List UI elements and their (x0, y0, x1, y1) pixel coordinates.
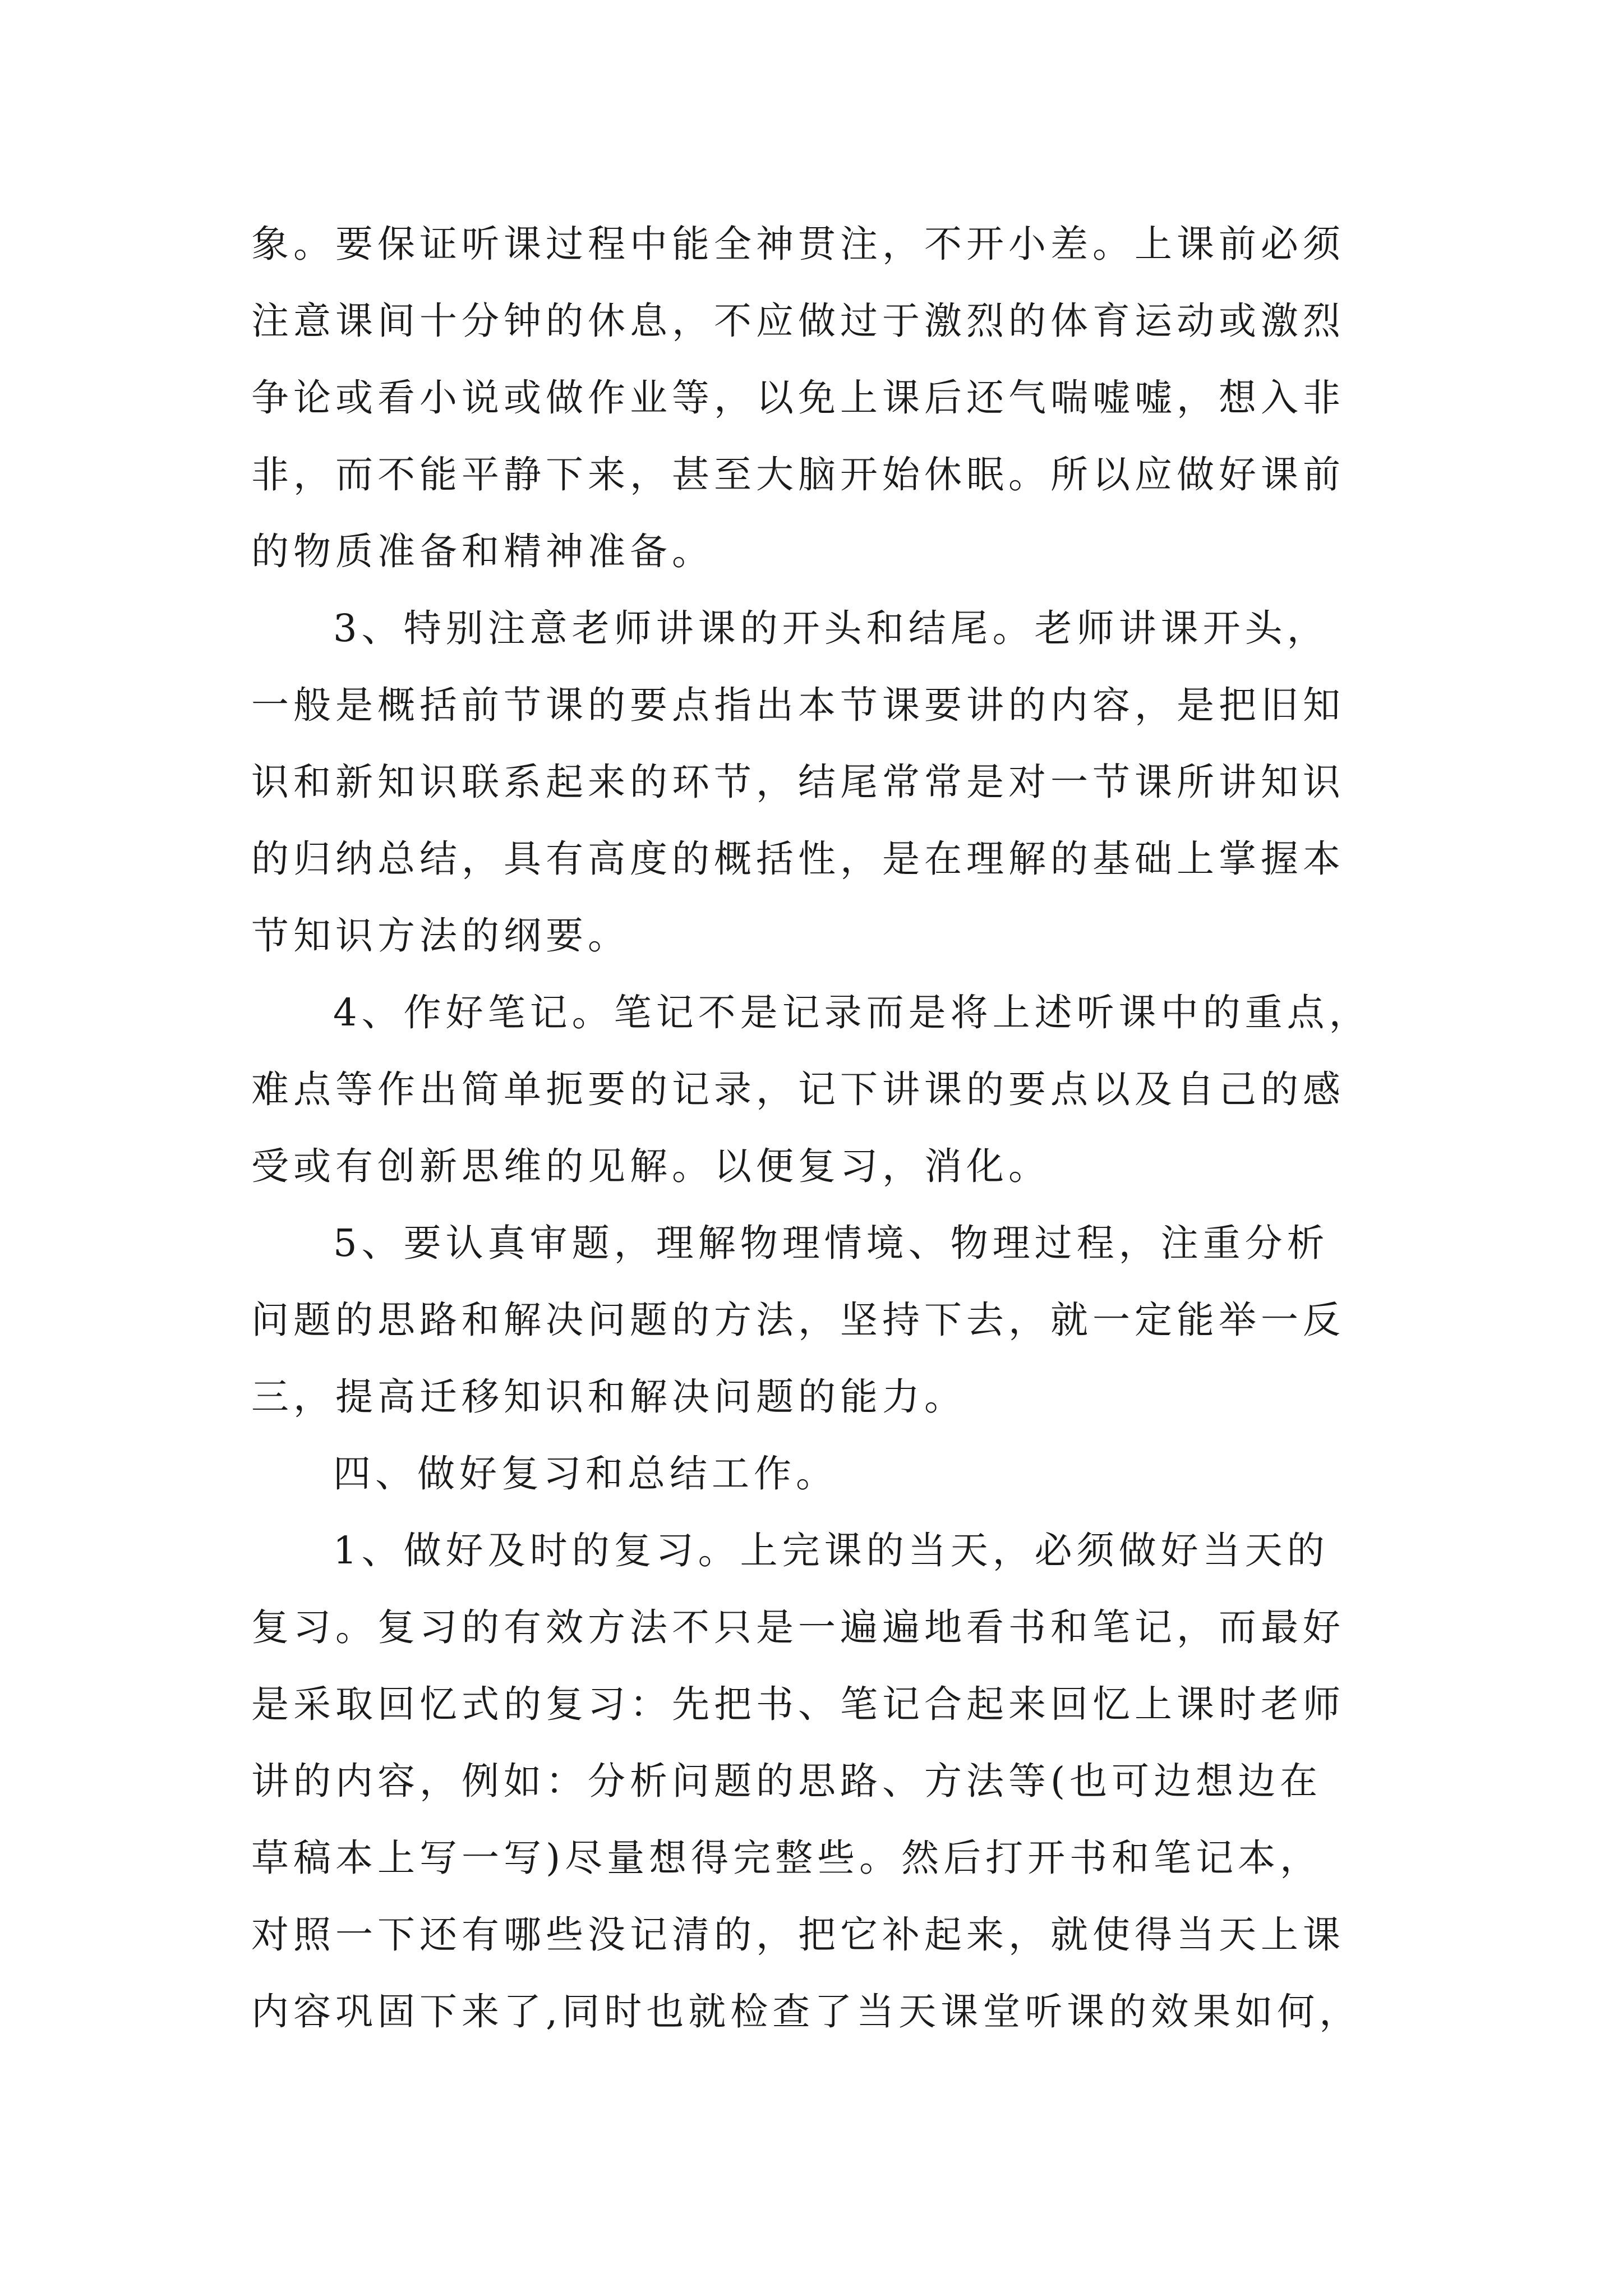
text-line: 讲的内容，例如：分析问题的思路、方法等(也可边想边在 (251, 1759, 1322, 1803)
text-line: 争论或看小说或做作业等，以免上课后还气喘嘘嘘，想入非 (251, 376, 1345, 420)
text-line: 受或有创新思维的见解。以便复习，消化。 (251, 1144, 1050, 1188)
paragraph-first-line: 3、特别注意老师讲课的开头和结尾。老师讲课开头， (333, 606, 1329, 650)
text-line: 非，而不能平静下来，甚至大脑开始休眠。所以应做好课前 (251, 453, 1345, 496)
paragraph-first-line: 5、要认真审题，理解物理情境、物理过程，注重分析 (333, 1221, 1329, 1265)
text-line: 内容巩固下来了,同时也就检查了当天课堂听课的效果如何， (251, 1990, 1362, 2033)
text-line: 难点等作出简单扼要的记录，记下讲课的要点以及自己的感 (251, 1068, 1345, 1111)
text-line: 三，提高迁移知识和解决问题的能力。 (251, 1375, 966, 1419)
text-line: 是采取回忆式的复习：先把书、笔记合起来回忆上课时老师 (251, 1682, 1345, 1726)
text-line: 象。要保证听课过程中能全神贯注，不开小差。上课前必须 (251, 222, 1345, 266)
text-line: 的归纳总结，具有高度的概括性，是在理解的基础上掌握本 (251, 837, 1345, 881)
section-heading: 四、做好复习和总结工作。 (333, 1452, 838, 1496)
text-line: 节知识方法的纲要。 (251, 914, 630, 958)
text-line: 对照一下还有哪些没记清的，把它补起来，就使得当天上课 (251, 1913, 1345, 1957)
text-line: 注意课间十分钟的休息，不应做过于激烈的体育运动或激烈 (251, 299, 1345, 343)
paragraph-first-line: 1、做好及时的复习。上完课的当天，必须做好当天的 (333, 1529, 1329, 1572)
text-line: 问题的思路和解决问题的方法，坚持下去，就一定能举一反 (251, 1298, 1345, 1342)
text-line: 的物质准备和精神准备。 (251, 530, 714, 573)
text-line: 识和新知识联系起来的环节，结尾常常是对一节课所讲知识 (251, 760, 1345, 804)
paragraph-first-line: 4、作好笔记。笔记不是记录而是将上述听课中的重点， (333, 991, 1371, 1034)
text-line: 复习。复习的有效方法不只是一遍遍地看书和笔记，而最好 (251, 1605, 1345, 1649)
text-line: 草稿本上写一写)尽量想得完整些。然后打开书和笔记本， (251, 1836, 1322, 1880)
text-line: 一般是概括前节课的要点指出本节课要讲的内容，是把旧知 (251, 683, 1345, 727)
